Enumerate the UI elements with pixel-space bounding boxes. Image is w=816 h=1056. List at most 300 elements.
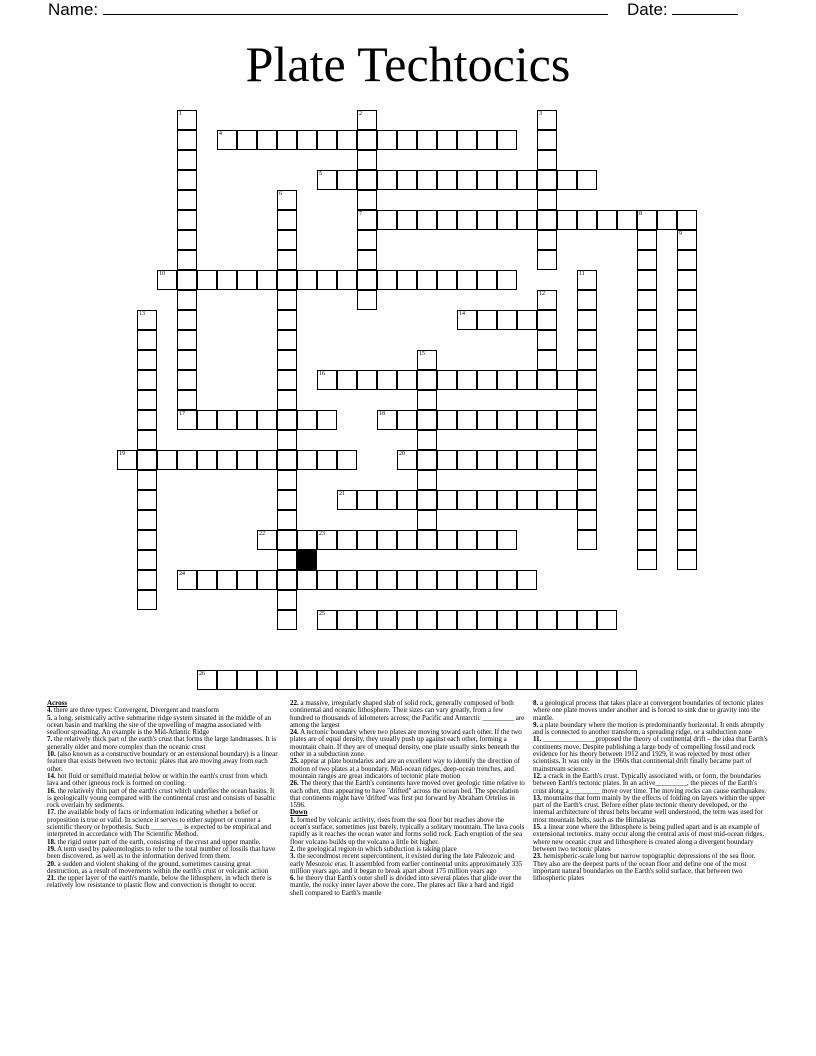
grid-cell[interactable] — [197, 270, 217, 290]
grid-cell[interactable] — [377, 670, 397, 690]
grid-cell[interactable] — [417, 530, 437, 550]
grid-cell[interactable] — [637, 370, 657, 390]
grid-cell[interactable] — [217, 570, 237, 590]
grid-cell[interactable] — [497, 170, 517, 190]
grid-cell[interactable] — [397, 570, 417, 590]
grid-cell[interactable] — [577, 170, 597, 190]
grid-cell[interactable] — [357, 150, 377, 170]
grid-cell[interactable] — [277, 230, 297, 250]
grid-cell[interactable] — [237, 450, 257, 470]
grid-cell[interactable] — [257, 530, 277, 550]
grid-cell[interactable] — [677, 390, 697, 410]
grid-cell[interactable] — [357, 190, 377, 210]
grid-cell[interactable] — [417, 130, 437, 150]
grid-cell[interactable] — [497, 490, 517, 510]
grid-cell[interactable] — [337, 170, 357, 190]
grid-cell[interactable] — [317, 450, 337, 470]
grid-cell[interactable] — [637, 310, 657, 330]
grid-cell[interactable] — [477, 610, 497, 630]
grid-cell[interactable] — [417, 410, 437, 430]
grid-cell[interactable] — [137, 390, 157, 410]
grid-cell[interactable] — [537, 250, 557, 270]
grid-cell[interactable] — [357, 610, 377, 630]
grid-cell[interactable] — [177, 370, 197, 390]
grid-cell[interactable] — [577, 310, 597, 330]
grid-cell[interactable] — [517, 410, 537, 430]
grid-cell[interactable] — [277, 470, 297, 490]
grid-cell[interactable] — [177, 450, 197, 470]
grid-cell[interactable] — [237, 130, 257, 150]
grid-cell[interactable] — [637, 270, 657, 290]
grid-cell[interactable] — [157, 270, 177, 290]
grid-cell[interactable] — [177, 390, 197, 410]
grid-cell[interactable] — [357, 250, 377, 270]
grid-cell[interactable] — [177, 250, 197, 270]
grid-cell[interactable] — [577, 270, 597, 290]
grid-cell[interactable] — [297, 130, 317, 150]
grid-cell[interactable] — [377, 490, 397, 510]
grid-cell[interactable] — [137, 590, 157, 610]
grid-cell[interactable] — [497, 570, 517, 590]
grid-cell[interactable] — [337, 610, 357, 630]
grid-cell[interactable] — [137, 330, 157, 350]
grid-cell[interactable] — [337, 570, 357, 590]
grid-cell[interactable] — [677, 310, 697, 330]
grid-cell[interactable] — [477, 270, 497, 290]
grid-cell[interactable] — [217, 670, 237, 690]
grid-cell[interactable] — [277, 370, 297, 390]
grid-cell[interactable] — [177, 290, 197, 310]
grid-cell[interactable] — [517, 490, 537, 510]
grid-cell[interactable] — [277, 350, 297, 370]
grid-cell[interactable] — [577, 350, 597, 370]
grid-cell[interactable] — [537, 610, 557, 630]
grid-cell[interactable] — [537, 210, 557, 230]
grid-cell[interactable] — [577, 470, 597, 490]
grid-cell[interactable] — [397, 610, 417, 630]
grid-cell[interactable] — [557, 450, 577, 470]
grid-cell[interactable] — [677, 550, 697, 570]
grid-cell[interactable] — [557, 170, 577, 190]
grid-cell[interactable] — [137, 470, 157, 490]
grid-cell[interactable] — [137, 450, 157, 470]
grid-cell[interactable] — [677, 330, 697, 350]
grid-cell[interactable] — [537, 310, 557, 330]
grid-cell[interactable] — [537, 350, 557, 370]
grid-cell[interactable] — [357, 530, 377, 550]
grid-cell[interactable] — [417, 170, 437, 190]
grid-cell[interactable] — [397, 490, 417, 510]
grid-cell[interactable] — [457, 370, 477, 390]
grid-cell[interactable] — [457, 270, 477, 290]
grid-cell[interactable] — [557, 610, 577, 630]
grid-cell[interactable] — [337, 670, 357, 690]
grid-cell[interactable] — [417, 430, 437, 450]
grid-cell[interactable] — [277, 390, 297, 410]
grid-cell[interactable] — [397, 670, 417, 690]
grid-cell[interactable] — [497, 370, 517, 390]
grid-cell[interactable] — [217, 410, 237, 430]
grid-cell[interactable] — [177, 350, 197, 370]
grid-cell[interactable] — [537, 410, 557, 430]
grid-cell[interactable] — [277, 250, 297, 270]
grid-cell[interactable] — [637, 410, 657, 430]
grid-cell[interactable] — [637, 290, 657, 310]
grid-cell[interactable] — [577, 510, 597, 530]
grid-cell[interactable] — [677, 270, 697, 290]
grid-cell[interactable] — [537, 190, 557, 210]
grid-cell[interactable] — [677, 290, 697, 310]
grid-cell[interactable] — [497, 130, 517, 150]
grid-cell[interactable] — [477, 450, 497, 470]
grid-cell[interactable] — [637, 390, 657, 410]
grid-cell[interactable] — [457, 530, 477, 550]
grid-cell[interactable] — [437, 130, 457, 150]
grid-cell[interactable] — [357, 670, 377, 690]
grid-cell[interactable] — [137, 490, 157, 510]
grid-cell[interactable] — [597, 210, 617, 230]
grid-cell[interactable] — [557, 670, 577, 690]
grid-cell[interactable] — [257, 130, 277, 150]
grid-cell[interactable] — [557, 410, 577, 430]
grid-cell[interactable] — [597, 610, 617, 630]
grid-cell[interactable] — [337, 450, 357, 470]
grid-cell[interactable] — [277, 550, 297, 570]
grid-cell[interactable] — [177, 130, 197, 150]
grid-cell[interactable] — [557, 490, 577, 510]
grid-cell[interactable] — [277, 530, 297, 550]
grid-cell[interactable] — [677, 230, 697, 250]
grid-cell[interactable] — [377, 570, 397, 590]
grid-cell[interactable] — [637, 490, 657, 510]
grid-cell[interactable] — [437, 530, 457, 550]
grid-cell[interactable] — [477, 310, 497, 330]
grid-cell[interactable] — [357, 130, 377, 150]
grid-cell[interactable] — [557, 210, 577, 230]
grid-cell[interactable] — [577, 390, 597, 410]
grid-cell[interactable] — [417, 270, 437, 290]
grid-cell[interactable] — [177, 230, 197, 250]
grid-cell[interactable] — [237, 670, 257, 690]
grid-cell[interactable] — [477, 370, 497, 390]
grid-cell[interactable] — [237, 410, 257, 430]
grid-cell[interactable] — [477, 210, 497, 230]
grid-cell[interactable] — [277, 670, 297, 690]
grid-cell[interactable] — [517, 450, 537, 470]
grid-cell[interactable] — [637, 510, 657, 530]
grid-cell[interactable] — [577, 290, 597, 310]
grid-cell[interactable] — [137, 530, 157, 550]
grid-cell[interactable] — [317, 370, 337, 390]
grid-cell[interactable] — [297, 270, 317, 290]
grid-cell[interactable] — [677, 370, 697, 390]
grid-cell[interactable] — [637, 330, 657, 350]
grid-cell[interactable] — [537, 170, 557, 190]
grid-cell[interactable] — [437, 490, 457, 510]
grid-cell[interactable] — [417, 350, 437, 370]
grid-cell[interactable] — [417, 610, 437, 630]
grid-cell[interactable] — [557, 370, 577, 390]
grid-cell[interactable] — [337, 130, 357, 150]
grid-cell[interactable] — [457, 490, 477, 510]
grid-cell[interactable] — [277, 330, 297, 350]
grid-cell[interactable] — [637, 430, 657, 450]
grid-cell[interactable] — [457, 130, 477, 150]
grid-cell[interactable] — [317, 570, 337, 590]
grid-cell[interactable] — [197, 450, 217, 470]
grid-cell[interactable] — [477, 530, 497, 550]
grid-cell[interactable] — [417, 210, 437, 230]
grid-cell[interactable] — [137, 310, 157, 330]
grid-cell[interactable] — [517, 670, 537, 690]
grid-cell[interactable] — [117, 450, 137, 470]
grid-cell[interactable] — [537, 450, 557, 470]
grid-cell[interactable] — [297, 410, 317, 430]
grid-cell[interactable] — [317, 270, 337, 290]
grid-cell[interactable] — [357, 230, 377, 250]
grid-cell[interactable] — [677, 490, 697, 510]
grid-cell[interactable] — [637, 350, 657, 370]
grid-cell[interactable] — [637, 250, 657, 270]
grid-cell[interactable] — [277, 410, 297, 430]
grid-cell[interactable] — [597, 670, 617, 690]
grid-cell[interactable] — [137, 430, 157, 450]
grid-cell[interactable] — [477, 170, 497, 190]
grid-cell[interactable] — [317, 170, 337, 190]
grid-cell[interactable] — [177, 110, 197, 130]
grid-cell[interactable] — [497, 270, 517, 290]
grid-cell[interactable] — [377, 170, 397, 190]
grid-cell[interactable] — [397, 370, 417, 390]
grid-cell[interactable] — [137, 510, 157, 530]
grid-cell[interactable] — [357, 370, 377, 390]
grid-cell[interactable] — [537, 670, 557, 690]
grid-cell[interactable] — [437, 410, 457, 430]
grid-cell[interactable] — [417, 670, 437, 690]
grid-cell[interactable] — [437, 210, 457, 230]
grid-cell[interactable] — [677, 510, 697, 530]
grid-cell[interactable] — [457, 410, 477, 430]
grid-cell[interactable] — [677, 410, 697, 430]
grid-cell[interactable] — [297, 670, 317, 690]
grid-cell[interactable] — [377, 410, 397, 430]
grid-cell[interactable] — [197, 410, 217, 430]
grid-cell[interactable] — [177, 210, 197, 230]
grid-cell[interactable] — [677, 450, 697, 470]
grid-cell[interactable] — [437, 170, 457, 190]
grid-cell[interactable] — [637, 470, 657, 490]
grid-cell[interactable] — [517, 610, 537, 630]
grid-cell[interactable] — [497, 210, 517, 230]
grid-cell[interactable] — [137, 570, 157, 590]
grid-cell[interactable] — [537, 490, 557, 510]
grid-cell[interactable] — [277, 210, 297, 230]
grid-cell[interactable] — [277, 430, 297, 450]
grid-cell[interactable] — [577, 430, 597, 450]
grid-cell[interactable] — [137, 350, 157, 370]
grid-cell[interactable] — [257, 410, 277, 430]
grid-cell[interactable] — [517, 570, 537, 590]
grid-cell[interactable] — [577, 670, 597, 690]
grid-cell[interactable] — [297, 530, 317, 550]
grid-cell[interactable] — [677, 430, 697, 450]
grid-cell[interactable] — [397, 170, 417, 190]
grid-cell[interactable] — [577, 410, 597, 430]
grid-cell[interactable] — [637, 210, 657, 230]
grid-cell[interactable] — [157, 450, 177, 470]
grid-cell[interactable] — [177, 310, 197, 330]
grid-cell[interactable] — [337, 270, 357, 290]
grid-cell[interactable] — [457, 610, 477, 630]
grid-cell[interactable] — [217, 450, 237, 470]
grid-cell[interactable] — [297, 450, 317, 470]
grid-cell[interactable] — [677, 470, 697, 490]
grid-cell[interactable] — [257, 450, 277, 470]
grid-cell[interactable] — [417, 510, 437, 530]
grid-cell[interactable] — [497, 670, 517, 690]
grid-cell[interactable] — [637, 530, 657, 550]
grid-cell[interactable] — [277, 450, 297, 470]
grid-cell[interactable] — [377, 610, 397, 630]
grid-cell[interactable] — [577, 530, 597, 550]
grid-cell[interactable] — [417, 570, 437, 590]
grid-cell[interactable] — [537, 330, 557, 350]
grid-cell[interactable] — [577, 370, 597, 390]
grid-cell[interactable] — [677, 210, 697, 230]
grid-cell[interactable] — [477, 130, 497, 150]
grid-cell[interactable] — [417, 450, 437, 470]
grid-cell[interactable] — [677, 250, 697, 270]
grid-cell[interactable] — [497, 410, 517, 430]
grid-cell[interactable] — [237, 270, 257, 290]
grid-cell[interactable] — [477, 410, 497, 430]
grid-cell[interactable] — [497, 610, 517, 630]
grid-cell[interactable] — [397, 270, 417, 290]
grid-cell[interactable] — [177, 270, 197, 290]
grid-cell[interactable] — [577, 210, 597, 230]
grid-cell[interactable] — [277, 310, 297, 330]
grid-cell[interactable] — [457, 310, 477, 330]
grid-cell[interactable] — [277, 130, 297, 150]
grid-cell[interactable] — [537, 130, 557, 150]
grid-cell[interactable] — [337, 490, 357, 510]
grid-cell[interactable] — [437, 270, 457, 290]
grid-cell[interactable] — [397, 210, 417, 230]
grid-cell[interactable] — [617, 670, 637, 690]
grid-cell[interactable] — [197, 570, 217, 590]
grid-cell[interactable] — [437, 370, 457, 390]
grid-cell[interactable] — [537, 110, 557, 130]
grid-cell[interactable] — [657, 210, 677, 230]
grid-cell[interactable] — [437, 570, 457, 590]
grid-cell[interactable] — [377, 270, 397, 290]
grid-cell[interactable] — [437, 670, 457, 690]
grid-cell[interactable] — [137, 550, 157, 570]
grid-cell[interactable] — [337, 370, 357, 390]
grid-cell[interactable] — [537, 370, 557, 390]
grid-cell[interactable] — [377, 210, 397, 230]
grid-cell[interactable] — [357, 270, 377, 290]
grid-cell[interactable] — [257, 670, 277, 690]
grid-cell[interactable] — [577, 490, 597, 510]
grid-cell[interactable] — [457, 210, 477, 230]
grid-cell[interactable] — [177, 190, 197, 210]
grid-cell[interactable] — [677, 350, 697, 370]
grid-cell[interactable] — [277, 490, 297, 510]
grid-cell[interactable] — [257, 270, 277, 290]
grid-cell[interactable] — [377, 370, 397, 390]
grid-cell[interactable] — [477, 490, 497, 510]
grid-cell[interactable] — [357, 170, 377, 190]
grid-cell[interactable] — [357, 290, 377, 310]
grid-cell[interactable] — [437, 610, 457, 630]
grid-cell[interactable] — [377, 530, 397, 550]
grid-cell[interactable] — [357, 490, 377, 510]
grid-cell[interactable] — [177, 570, 197, 590]
grid-cell[interactable] — [277, 270, 297, 290]
grid-cell[interactable] — [417, 370, 437, 390]
grid-cell[interactable] — [317, 130, 337, 150]
grid-cell[interactable] — [577, 330, 597, 350]
grid-cell[interactable] — [277, 290, 297, 310]
grid-cell[interactable] — [237, 570, 257, 590]
grid-cell[interactable] — [217, 130, 237, 150]
grid-cell[interactable] — [137, 410, 157, 430]
grid-cell[interactable] — [537, 230, 557, 250]
grid-cell[interactable] — [617, 210, 637, 230]
grid-cell[interactable] — [417, 470, 437, 490]
grid-cell[interactable] — [537, 150, 557, 170]
grid-cell[interactable] — [297, 570, 317, 590]
grid-cell[interactable] — [497, 450, 517, 470]
grid-cell[interactable] — [337, 530, 357, 550]
grid-cell[interactable] — [417, 490, 437, 510]
grid-cell[interactable] — [317, 610, 337, 630]
grid-cell[interactable] — [357, 210, 377, 230]
grid-cell[interactable] — [637, 450, 657, 470]
grid-cell[interactable] — [397, 450, 417, 470]
grid-cell[interactable] — [277, 570, 297, 590]
grid-cell[interactable] — [277, 190, 297, 210]
grid-cell[interactable] — [677, 530, 697, 550]
grid-cell[interactable] — [417, 390, 437, 410]
grid-cell[interactable] — [317, 410, 337, 430]
grid-cell[interactable] — [317, 530, 337, 550]
grid-cell[interactable] — [357, 110, 377, 130]
grid-cell[interactable] — [397, 530, 417, 550]
grid-cell[interactable] — [457, 570, 477, 590]
grid-cell[interactable] — [457, 670, 477, 690]
grid-cell[interactable] — [277, 590, 297, 610]
grid-cell[interactable] — [397, 410, 417, 430]
grid-cell[interactable] — [537, 290, 557, 310]
grid-cell[interactable] — [637, 230, 657, 250]
grid-cell[interactable] — [577, 610, 597, 630]
grid-cell[interactable] — [397, 130, 417, 150]
grid-cell[interactable] — [177, 150, 197, 170]
grid-cell[interactable] — [577, 450, 597, 470]
grid-cell[interactable] — [257, 570, 277, 590]
grid-cell[interactable] — [177, 330, 197, 350]
grid-cell[interactable] — [137, 370, 157, 390]
grid-cell[interactable] — [637, 550, 657, 570]
grid-cell[interactable] — [497, 310, 517, 330]
grid-cell[interactable] — [457, 450, 477, 470]
grid-cell[interactable] — [317, 670, 337, 690]
grid-cell[interactable] — [477, 670, 497, 690]
grid-cell[interactable] — [377, 130, 397, 150]
grid-cell[interactable] — [517, 170, 537, 190]
